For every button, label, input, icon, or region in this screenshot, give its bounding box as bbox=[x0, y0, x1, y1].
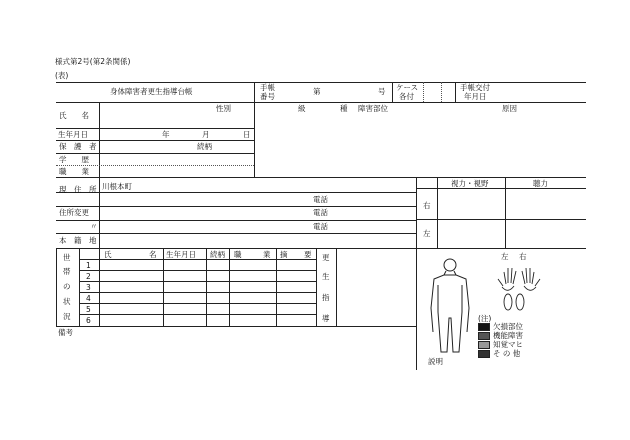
figure-left-label: 左 bbox=[501, 252, 509, 261]
tsuki-label: 月 bbox=[202, 130, 210, 139]
techo-label: 手帳 bbox=[260, 83, 275, 92]
figure-right-label: 右 bbox=[519, 252, 527, 261]
row-number: 1 bbox=[86, 261, 91, 270]
guide-char: 更 bbox=[322, 253, 330, 262]
kofu-label: 手帳交付 bbox=[460, 83, 490, 92]
col-header: 生年月日 bbox=[166, 250, 196, 259]
phone-label: 電話 bbox=[313, 195, 328, 204]
remarks-label: 備考 bbox=[58, 328, 73, 337]
genin-label: 原因 bbox=[502, 104, 517, 113]
rule bbox=[56, 248, 586, 249]
rule bbox=[56, 177, 586, 178]
shu-label: 種 bbox=[340, 104, 348, 113]
row-number: 6 bbox=[86, 316, 91, 325]
honseki-label: 本 籍 地 bbox=[59, 236, 97, 245]
rule bbox=[56, 165, 254, 166]
name-label: 氏 名 bbox=[59, 111, 89, 120]
col-header: 摘 bbox=[280, 250, 288, 259]
rule bbox=[56, 233, 416, 234]
go-label: 号 bbox=[378, 87, 386, 96]
zokugara-label: 続柄 bbox=[197, 142, 212, 151]
form-number: 様式第2号(第2条関係) bbox=[55, 57, 131, 66]
job-label: 職 業 bbox=[59, 167, 89, 176]
legend-swatch-sensory bbox=[478, 341, 490, 349]
rule bbox=[254, 82, 255, 102]
town-value: 川根本町 bbox=[102, 182, 132, 191]
rule bbox=[79, 314, 316, 315]
household-side-char: 状 bbox=[63, 297, 71, 306]
row-number: 4 bbox=[86, 294, 91, 303]
rule bbox=[441, 82, 442, 102]
rule bbox=[79, 270, 316, 271]
rule bbox=[79, 281, 316, 282]
rule bbox=[56, 102, 586, 103]
education-label: 学 歴 bbox=[59, 155, 89, 164]
legend-label: そ の 他 bbox=[493, 349, 521, 358]
rule bbox=[455, 82, 456, 102]
household-side-char: の bbox=[63, 282, 71, 291]
legend-label: 機能障害 bbox=[493, 331, 523, 340]
current-address-label: 現 住 所 bbox=[59, 185, 97, 194]
row-number: 5 bbox=[86, 305, 91, 314]
nen-label: 年 bbox=[162, 130, 170, 139]
col-header: 要 bbox=[304, 250, 312, 259]
rule bbox=[56, 248, 57, 327]
rule bbox=[392, 82, 393, 102]
rule bbox=[336, 248, 337, 327]
address-change-label: 住所変更 bbox=[59, 208, 89, 217]
col-header: 氏 bbox=[104, 250, 112, 259]
hearing-label: 聴力 bbox=[533, 179, 548, 188]
rule bbox=[416, 188, 586, 189]
legend-swatch-missing bbox=[478, 323, 490, 331]
legend-swatch-function bbox=[478, 332, 490, 340]
seibetsu-label: 性別 bbox=[216, 104, 231, 113]
dai-label: 第 bbox=[313, 87, 321, 96]
rule bbox=[316, 248, 317, 327]
bui-label: 障害部位 bbox=[358, 104, 388, 113]
legend-swatch-other bbox=[478, 350, 490, 358]
rule bbox=[56, 206, 416, 207]
kyu-label: 級 bbox=[298, 104, 306, 113]
explanation-label: 説明 bbox=[428, 357, 443, 366]
ledger-title: 身体障害者更生指導台帳 bbox=[110, 87, 193, 96]
rule bbox=[56, 140, 254, 141]
rule bbox=[56, 192, 416, 193]
kakutsuke-label: 各付 bbox=[399, 92, 414, 101]
rule bbox=[416, 219, 586, 220]
rule bbox=[56, 128, 254, 129]
rule bbox=[56, 82, 586, 83]
row-number: 3 bbox=[86, 283, 91, 292]
rule bbox=[416, 248, 417, 370]
note-label: (注) bbox=[478, 314, 492, 323]
col-header: 名 bbox=[149, 250, 157, 259]
vision-label: 視力・視野 bbox=[451, 179, 489, 188]
guide-char: 指 bbox=[322, 293, 330, 302]
guide-char: 導 bbox=[322, 314, 330, 323]
phone-label: 電話 bbox=[313, 222, 328, 231]
birth-label: 生年月日 bbox=[58, 130, 88, 139]
household-side-char: 帯 bbox=[63, 267, 71, 276]
household-side-char: 世 bbox=[63, 253, 71, 262]
rule bbox=[254, 102, 255, 177]
rule bbox=[99, 177, 100, 248]
right-label: 右 bbox=[423, 201, 431, 210]
rule bbox=[423, 82, 424, 102]
guardian-label: 保 護 者 bbox=[59, 142, 97, 151]
rule bbox=[56, 153, 254, 154]
case-label: ケース bbox=[396, 83, 419, 92]
rule bbox=[79, 303, 316, 304]
household-side-char: 況 bbox=[63, 312, 71, 321]
hi-label: 日 bbox=[243, 130, 251, 139]
rule bbox=[56, 220, 416, 221]
guide-char: 生 bbox=[322, 272, 330, 281]
legend-label: 欠損部位 bbox=[493, 322, 523, 331]
col-header: 続柄 bbox=[210, 250, 225, 259]
col-header: 業 bbox=[263, 250, 271, 259]
side-label: (表) bbox=[55, 71, 69, 80]
rule bbox=[79, 259, 316, 260]
rule bbox=[56, 326, 416, 327]
row-number: 2 bbox=[86, 272, 91, 281]
phone-label: 電話 bbox=[313, 208, 328, 217]
nengappi-label: 年月日 bbox=[464, 92, 487, 101]
rule bbox=[79, 292, 316, 293]
col-header: 職 bbox=[234, 250, 242, 259]
left-label: 左 bbox=[423, 229, 431, 238]
bango-label: 番号 bbox=[260, 92, 275, 101]
legend-label: 知覚マヒ bbox=[493, 340, 523, 349]
ditto-mark: 〃 bbox=[90, 222, 98, 231]
